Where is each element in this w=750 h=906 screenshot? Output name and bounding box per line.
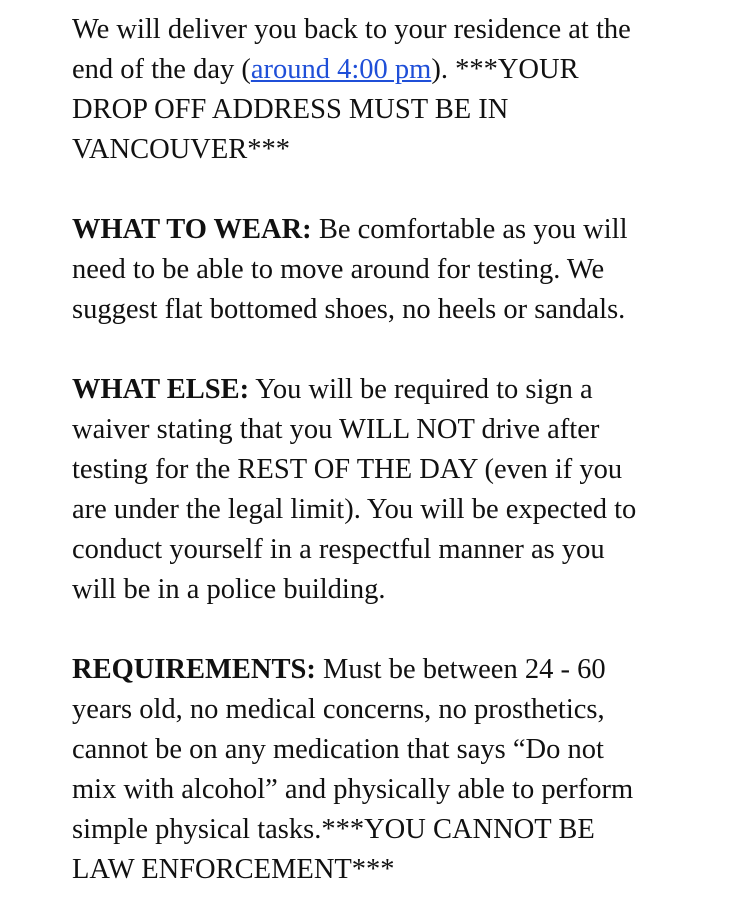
requirements-paragraph <box>72 650 730 890</box>
else-line-1-text: You will be required to sign a <box>249 374 593 405</box>
delivery-line-1: We will deliver you back to your residence at the <box>72 14 631 45</box>
req-line-1 <box>72 650 730 690</box>
what-to-wear-paragraph <box>72 210 730 330</box>
else-line-6: will be in a police building. <box>72 574 386 605</box>
wear-line-3: suggest flat bottomed shoes, no heels or sandals. <box>72 294 626 325</box>
delivery-line-2 <box>72 50 730 90</box>
else-line-4: are under the legal limit). You will be expected to <box>72 494 637 525</box>
wear-line-1-text: Be comfortable as you will <box>311 214 628 245</box>
requirements-heading: REQUIREMENTS: <box>72 654 316 685</box>
else-line-2: waiver stating that you WILL NOT drive after <box>72 414 600 445</box>
req-line-4: mix with alcohol” and physically able to perform <box>72 774 634 805</box>
else-line-1 <box>72 370 730 410</box>
delivery-line-4: VANCOUVER*** <box>72 134 290 165</box>
wear-line-1 <box>72 210 730 250</box>
req-line-5: simple physical tasks.***YOU CANNOT BE <box>72 814 595 845</box>
req-line-6: LAW ENFORCEMENT*** <box>72 854 395 885</box>
what-to-wear-heading: WHAT TO WEAR: <box>72 214 312 245</box>
delivery-line-3: DROP OFF ADDRESS MUST BE IN <box>72 94 509 125</box>
delivery-line-2-end: ). ***YOUR <box>431 54 579 85</box>
delivery-line-2-start: end of the day ( <box>72 54 251 85</box>
req-line-2: years old, no medical concerns, no prosthetics, <box>72 694 605 725</box>
delivery-paragraph <box>72 10 730 170</box>
what-else-heading: WHAT ELSE: <box>72 374 250 405</box>
else-line-3: testing for the REST OF THE DAY (even if you <box>72 454 623 485</box>
else-line-5: conduct yourself in a respectful manner as you <box>72 534 605 565</box>
req-line-1-text: Must be between 24 - 60 <box>315 654 606 685</box>
wear-line-2: need to be able to move around for testing. We <box>72 254 605 285</box>
req-line-3: cannot be on any medication that says “Do not <box>72 734 604 765</box>
what-else-paragraph <box>72 370 730 610</box>
pickup-time-link[interactable]: around 4:00 pm <box>250 54 432 85</box>
